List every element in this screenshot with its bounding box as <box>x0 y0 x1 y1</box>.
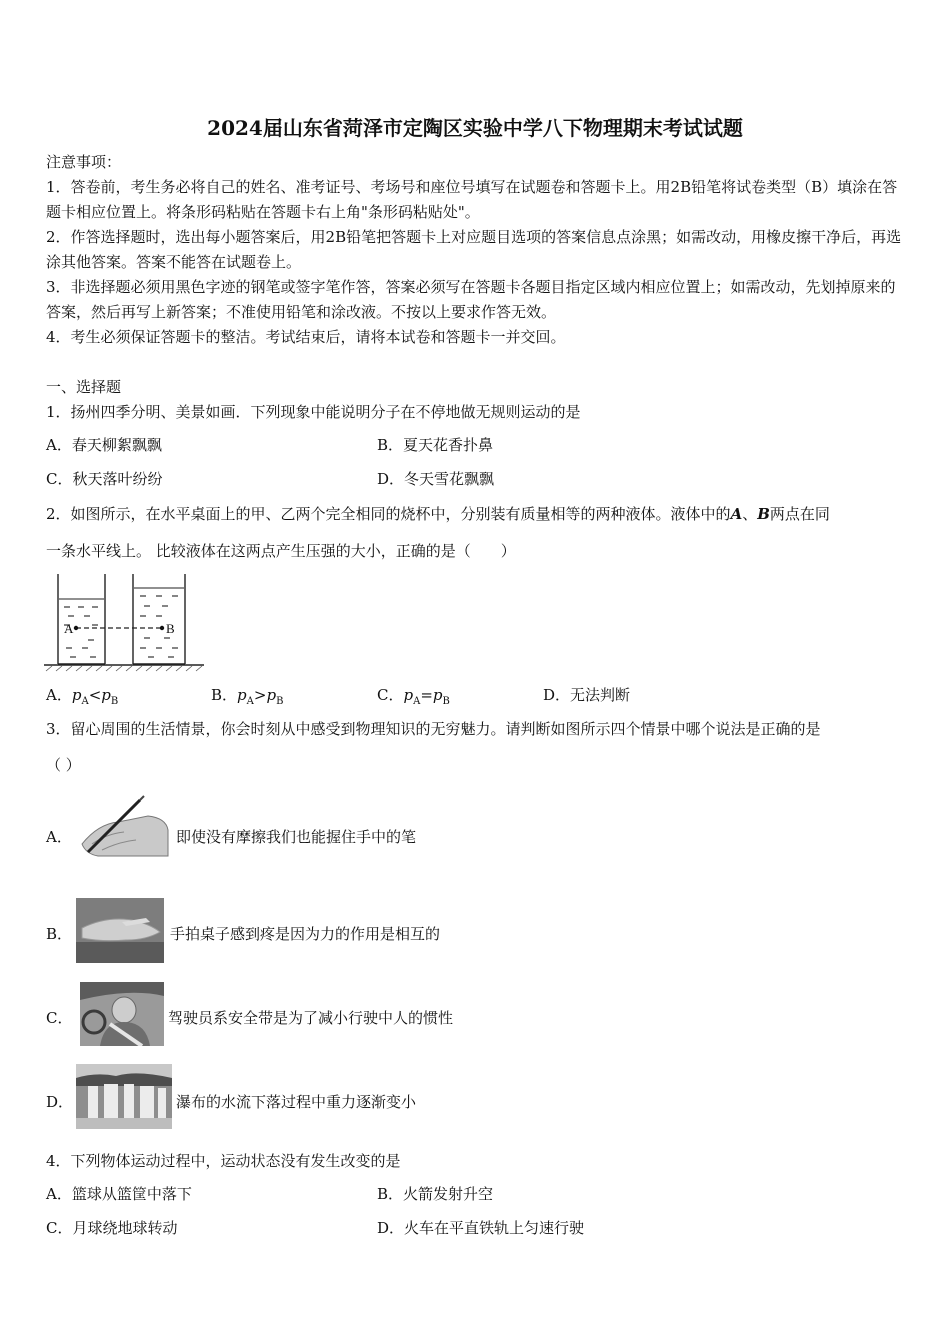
q3-stem-line2: （ ） <box>46 756 81 774</box>
point-a-marker <box>74 626 78 630</box>
q4-option-a[interactable]: A．篮球从篮筐中落下 <box>46 1185 192 1203</box>
point-b-label: B <box>166 621 175 636</box>
q3-stem-line1: 3．留心周围的生活情景，你会时刻从中感受到物理知识的无穷魅力。请判断如图所示四个情景中哪个说法是正确的是 <box>46 720 821 738</box>
section-heading: 一、选择题 <box>46 378 122 396</box>
q1-option-a[interactable]: A．春天柳絮飘飘 <box>46 436 162 454</box>
q3-option-b-text: 手拍桌子感到疼是因为力的作用是相互的 <box>170 925 441 943</box>
notice-item-4: 4．考生必须保证答题卡的整洁。考试结束后，请将本试卷和答题卡一并交回。 <box>46 328 566 346</box>
q1-stem: 1．扬州四季分明、美景如画．下列现象中能说明分子在不停地做无规则运动的是 <box>46 403 581 421</box>
q2-option-c[interactable]: C．$p_A=p_B$ <box>377 686 450 707</box>
q4-option-c[interactable]: C．月球绕地球转动 <box>46 1219 178 1237</box>
q2-stem-line2: 一条水平线上。 比较液体在这两点产生压强的大小，正确的是（ ） <box>46 542 516 560</box>
q3-option-d-label[interactable]: D． <box>46 1093 74 1111</box>
q3-option-c-text: 驾驶员系安全带是为了减小行驶中人的惯性 <box>168 1009 454 1027</box>
beakers-figure <box>44 572 206 674</box>
q4-stem: 4．下列物体运动过程中，运动状态没有发生改变的是 <box>46 1152 401 1170</box>
waterfall-image <box>76 1064 172 1129</box>
q2-option-a[interactable]: A．$p_A<p_B$ <box>46 686 119 707</box>
notice-block <box>46 150 908 350</box>
notice-item-1: 1．答卷前，考生务必将自己的姓名、准考证号、考场号和座位号填写在试题卷和答题卡上。用2B铅笔将试卷类型（B）填涂在答题卡相应位置上。将条形码粘贴在答题卡右上角"条形码粘贴处"。 <box>46 178 898 221</box>
q1-option-b[interactable]: B．夏天花香扑鼻 <box>377 436 494 454</box>
q2-option-b[interactable]: B．$p_A>p_B$ <box>211 686 284 707</box>
q3-option-c-label[interactable]: C． <box>46 1009 73 1027</box>
point-a-label: A <box>64 621 74 636</box>
page-title: 2024届山东省菏泽市定陶区实验中学八下物理期末考试试题 <box>207 116 743 140</box>
hand-pen-image <box>78 794 170 858</box>
q4-option-d[interactable]: D．火车在平直铁轨上匀速行驶 <box>377 1219 585 1237</box>
q4-option-b[interactable]: B．火箭发射升空 <box>377 1185 494 1203</box>
q3-option-a-text: 即使没有摩擦我们也能握住手中的笔 <box>176 828 417 846</box>
q1-option-d[interactable]: D．冬天雪花飘飘 <box>377 470 495 488</box>
driver-seatbelt-image <box>80 982 164 1046</box>
q2-stem-line1: 2．如图所示，在水平桌面上的甲、乙两个完全相同的烧杯中，分别装有质量相等的两种液体。液体中的A、B两点在同 <box>46 505 830 523</box>
notice-item-2: 2．作答选择题时，选出每小题答案后，用2B铅笔把答题卡上对应题目选项的答案信息点涂黑；如需改动，用橡皮擦干净后，再选涂其他答案。答案不能答在试题卷上。 <box>46 228 902 271</box>
q1-option-c[interactable]: C．秋天落叶纷纷 <box>46 470 163 488</box>
hand-slap-table-image <box>76 898 164 963</box>
point-b-marker <box>160 626 164 630</box>
notice-item-3: 3．非选择题必须用黑色字迹的钢笔或签字笔作答，答案必须写在答题卡各题目指定区域内相应位置上；如需改动，先划掉原来的答案，然后再写上新答案；不准使用铅笔和涂改液。不按以上要求作答无效。 <box>46 278 896 321</box>
q3-option-d-text: 瀑布的水流下落过程中重力逐渐变小 <box>176 1093 417 1111</box>
q3-option-b-label[interactable]: B． <box>46 925 73 943</box>
notice-heading: 注意事项： <box>46 153 122 171</box>
q2-option-d[interactable]: D．无法判断 <box>543 686 631 704</box>
q3-option-a-label[interactable]: A． <box>46 828 72 846</box>
